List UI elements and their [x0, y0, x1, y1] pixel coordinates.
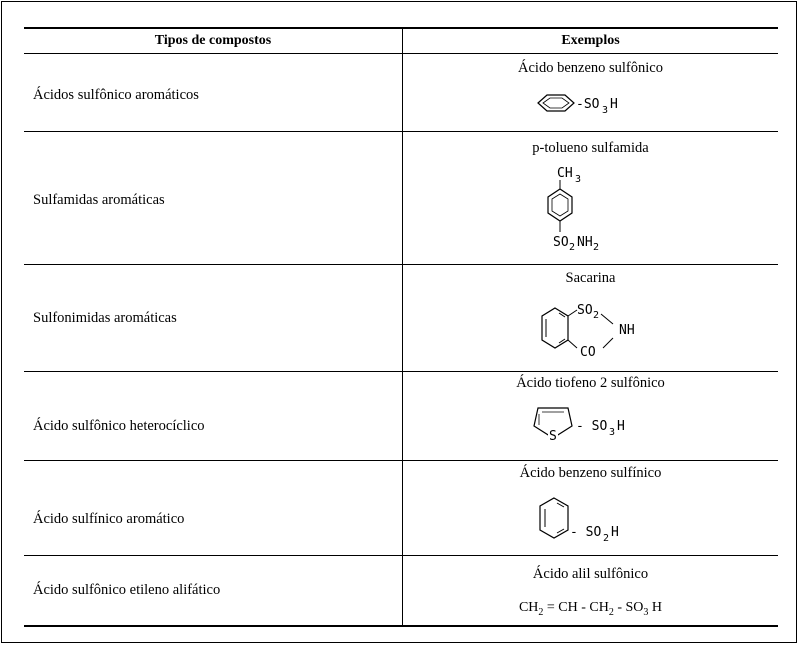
- benzenesulfonic-acid-structure: [530, 88, 680, 122]
- sulfonyl-text: SO: [577, 303, 593, 318]
- group-text: -SO: [576, 97, 600, 112]
- group-subscript: 3: [602, 105, 609, 116]
- row-rule: [24, 555, 778, 556]
- carbonyl-text: CO: [580, 345, 596, 360]
- p-toluenesulfonamide-structure: [535, 162, 645, 262]
- row-type-label: Sulfamidas aromáticas: [33, 192, 165, 208]
- methyl-text: CH: [557, 166, 573, 181]
- group-subscript: 3: [609, 427, 616, 438]
- methyl-subscript: 3: [575, 174, 582, 185]
- row-type-label: Ácido sulfônico etileno alifático: [33, 582, 221, 598]
- example-name: Ácido benzeno sulfônico: [518, 60, 663, 76]
- example-name: Ácido tiofeno 2 sulfônico: [516, 375, 665, 391]
- group-text: - SO: [576, 419, 608, 434]
- amide-text: NH: [577, 235, 593, 250]
- table-bottom-rule: [24, 625, 778, 627]
- column-divider: [402, 27, 403, 627]
- row-rule: [24, 131, 778, 132]
- row-rule: [24, 460, 778, 461]
- saccharin-structure: [535, 298, 665, 368]
- header-examples: Exemplos: [561, 33, 620, 48]
- sulfur-text: S: [549, 429, 557, 444]
- group-tail: H: [611, 525, 619, 540]
- row-rule: [24, 264, 778, 265]
- table-top-rule: [24, 27, 778, 29]
- imide-text: NH: [619, 323, 635, 338]
- row-type-label: Sulfonimidas aromáticas: [33, 310, 177, 326]
- group-tail: H: [617, 419, 625, 434]
- sulfonyl-subscript: 2: [593, 310, 600, 321]
- sulfonyl-subscript: 2: [569, 242, 576, 253]
- group-subscript: 2: [603, 533, 610, 544]
- row-type-label: Ácido sulfínico aromático: [33, 511, 185, 527]
- example-name: Ácido benzeno sulfínico: [519, 465, 662, 481]
- amide-subscript: 2: [593, 242, 600, 253]
- row-type-label: Ácidos sulfônico aromáticos: [33, 87, 199, 103]
- sulfonyl-text: SO: [553, 235, 569, 250]
- example-name: Ácido alil sulfônico: [532, 566, 649, 582]
- group-tail: H: [610, 97, 618, 112]
- header-types: Tipos de compostos: [154, 33, 272, 48]
- thiophene-sulfonic-acid-structure: [534, 404, 654, 444]
- group-text: - SO: [570, 525, 602, 540]
- header-rule: [24, 53, 778, 54]
- allylsulfonic-acid-formula: $CH_2$ = CH - $CH_2 - SO_3$ H: [518, 600, 663, 618]
- benzenesulfinic-acid-structure: [538, 494, 658, 550]
- example-name: p-tolueno sulfamida: [532, 140, 649, 156]
- row-type-label: Ácido sulfônico heterocíclico: [33, 418, 205, 434]
- row-rule: [24, 371, 778, 372]
- example-name: Sacarina: [565, 270, 616, 286]
